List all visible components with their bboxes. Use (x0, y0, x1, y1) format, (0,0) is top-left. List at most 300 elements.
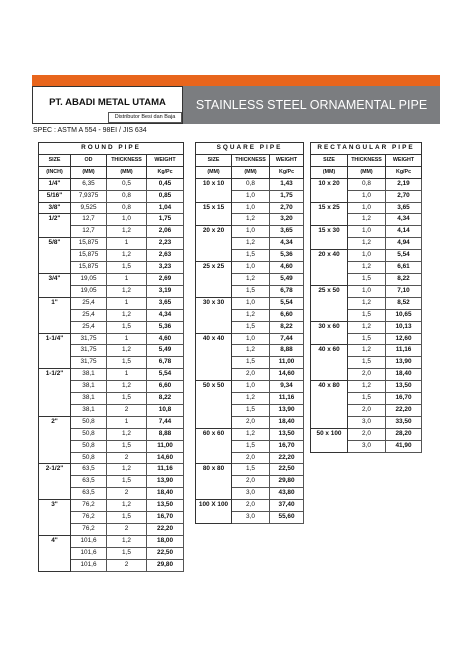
header-size-unit: (MM) (196, 166, 232, 178)
thickness-cell: 1 (107, 273, 147, 285)
size-cell (39, 285, 71, 297)
thickness-cell: 0,8 (107, 202, 147, 214)
spec-line: SPEC : ASTM A 554 - 98EI / JIS 634 (33, 127, 147, 134)
thickness-cell: 2,0 (232, 416, 270, 428)
page-title: STAINLESS STEEL ORNAMENTAL PIPE (183, 86, 440, 124)
table-row (196, 476, 304, 488)
table-row (196, 190, 304, 202)
thickness-cell: 1,2 (107, 285, 147, 297)
weight-cell: 22,50 (270, 464, 304, 476)
weight-cell: 3,23 (147, 262, 184, 274)
table-row (311, 381, 422, 393)
header-size-unit: (INCH) (39, 166, 71, 178)
size-cell (39, 476, 71, 488)
thickness-cell: 1,0 (232, 297, 270, 309)
thickness-cell: 1,0 (348, 250, 386, 262)
thickness-cell: 1,5 (348, 393, 386, 405)
weight-cell: 2,70 (386, 190, 422, 202)
weight-cell: 14,60 (147, 452, 184, 464)
company-tagline: Distributor Besi dan Baja (108, 112, 182, 123)
size-cell (196, 488, 232, 500)
size-cell: 1/4" (39, 178, 71, 190)
size-cell: 25 x 25 (196, 262, 232, 274)
size-cell (39, 488, 71, 500)
weight-cell: 6,60 (147, 381, 184, 393)
weight-cell: 13,90 (270, 404, 304, 416)
size-cell: 20 x 20 (196, 226, 232, 238)
size-cell (196, 345, 232, 357)
weight-cell: 3,65 (147, 297, 184, 309)
weight-cell: 4,60 (270, 262, 304, 274)
thickness-cell: 1,5 (107, 440, 147, 452)
thickness-cell: 2 (107, 404, 147, 416)
size-cell (311, 440, 348, 452)
size-cell (39, 404, 71, 416)
size-cell (39, 381, 71, 393)
table-row (311, 273, 422, 285)
company-box (32, 86, 183, 124)
size-cell (39, 393, 71, 405)
header-weight: WEIGHT (270, 154, 304, 166)
table-row (39, 273, 184, 285)
header-size: SIZE (311, 154, 348, 166)
od-cell: 63,5 (71, 488, 107, 500)
weight-cell: 4,94 (386, 238, 422, 250)
size-cell (311, 273, 348, 285)
size-cell: 60 x 60 (196, 428, 232, 440)
weight-cell: 28,20 (386, 428, 422, 440)
header-weight: WEIGHT (147, 154, 184, 166)
thickness-cell: 2 (107, 559, 147, 571)
size-cell: 80 x 80 (196, 464, 232, 476)
thickness-cell: 1,5 (348, 357, 386, 369)
size-cell: 25 x 50 (311, 285, 348, 297)
table-row (311, 369, 422, 381)
table-row (196, 285, 304, 297)
table-row (39, 202, 184, 214)
od-cell: 101,6 (71, 547, 107, 559)
size-cell: 40 x 80 (311, 381, 348, 393)
rectangular-pipe-table (310, 142, 422, 453)
size-cell (311, 416, 348, 428)
weight-cell: 7,44 (270, 333, 304, 345)
weight-cell: 5,36 (270, 250, 304, 262)
table-row (196, 440, 304, 452)
size-cell: 10 x 20 (311, 178, 348, 190)
table-row (39, 238, 184, 250)
header-thickness-unit: (MM) (232, 166, 270, 178)
weight-cell: 2,69 (147, 273, 184, 285)
weight-cell: 11,16 (270, 393, 304, 405)
size-cell: 100 X 100 (196, 500, 232, 512)
od-cell: 63,5 (71, 464, 107, 476)
header-weight-unit: Kg/Pc (270, 166, 304, 178)
weight-cell: 3,19 (147, 285, 184, 297)
header-weight-unit: Kg/Pc (386, 166, 422, 178)
od-cell: 19,05 (71, 273, 107, 285)
thickness-cell: 1,5 (107, 512, 147, 524)
weight-cell: 13,50 (147, 500, 184, 512)
size-cell (39, 321, 71, 333)
thickness-cell: 3,0 (348, 416, 386, 428)
thickness-cell: 2,0 (232, 369, 270, 381)
weight-cell: 12,60 (386, 333, 422, 345)
table-row (311, 297, 422, 309)
weight-cell: 2,70 (270, 202, 304, 214)
table-row (39, 297, 184, 309)
weight-cell: 4,34 (147, 309, 184, 321)
thickness-cell: 1,5 (348, 333, 386, 345)
weight-cell: 5,54 (386, 250, 422, 262)
table-row (39, 476, 184, 488)
weight-cell: 18,00 (147, 535, 184, 547)
table-row (39, 309, 184, 321)
thickness-cell: 1,5 (232, 321, 270, 333)
weight-cell: 7,44 (147, 416, 184, 428)
size-cell: 15 x 25 (311, 202, 348, 214)
weight-cell: 6,78 (147, 357, 184, 369)
od-cell: 50,8 (71, 428, 107, 440)
weight-cell: 8,22 (386, 273, 422, 285)
od-cell: 50,8 (71, 416, 107, 428)
table-row (39, 190, 184, 202)
thickness-cell: 2,0 (348, 369, 386, 381)
table-row (39, 250, 184, 262)
weight-cell: 4,60 (147, 333, 184, 345)
size-cell: 1-1/4" (39, 333, 71, 345)
table-row (196, 357, 304, 369)
size-cell (39, 428, 71, 440)
od-cell: 31,75 (71, 357, 107, 369)
table-row (311, 202, 422, 214)
weight-cell: 10,65 (386, 309, 422, 321)
thickness-cell: 2,0 (348, 428, 386, 440)
thickness-cell: 1,2 (107, 309, 147, 321)
table-row (311, 416, 422, 428)
weight-cell: 1,43 (270, 178, 304, 190)
od-cell: 50,8 (71, 452, 107, 464)
weight-cell: 4,34 (270, 238, 304, 250)
header-thickness: THICKNESS (348, 154, 386, 166)
od-cell: 38,1 (71, 369, 107, 381)
table-row (39, 404, 184, 416)
table-row (311, 404, 422, 416)
table-row (196, 238, 304, 250)
table-row (39, 464, 184, 476)
table-row (311, 238, 422, 250)
weight-cell: 37,40 (270, 500, 304, 512)
table-row (39, 381, 184, 393)
table-row (311, 285, 422, 297)
weight-cell: 3,65 (270, 226, 304, 238)
size-cell (311, 214, 348, 226)
header-size: SIZE (39, 154, 71, 166)
table-row (196, 488, 304, 500)
size-cell (196, 250, 232, 262)
thickness-cell: 1 (107, 369, 147, 381)
table-row (39, 428, 184, 440)
thickness-cell: 1 (107, 238, 147, 250)
weight-cell: 16,70 (270, 440, 304, 452)
size-cell (39, 250, 71, 262)
size-cell: 15 x 15 (196, 202, 232, 214)
size-cell (196, 309, 232, 321)
od-cell: 15,875 (71, 250, 107, 262)
weight-cell: 10,8 (147, 404, 184, 416)
table-row (311, 393, 422, 405)
table-row (196, 214, 304, 226)
thickness-cell: 1,2 (232, 309, 270, 321)
table-row (39, 178, 184, 190)
thickness-cell: 1,5 (348, 273, 386, 285)
table-row (311, 345, 422, 357)
thickness-cell: 0,8 (232, 178, 270, 190)
thickness-cell: 3,0 (348, 440, 386, 452)
table-row (311, 428, 422, 440)
weight-cell: 6,61 (386, 262, 422, 274)
thickness-cell: 2,0 (232, 500, 270, 512)
thickness-cell: 1,0 (232, 333, 270, 345)
table-row (39, 357, 184, 369)
od-cell: 31,75 (71, 345, 107, 357)
size-cell (39, 524, 71, 536)
header-thickness-unit: (MM) (348, 166, 386, 178)
size-cell (39, 512, 71, 524)
weight-cell: 13,90 (147, 476, 184, 488)
size-cell: 1/2" (39, 214, 71, 226)
weight-cell: 2,06 (147, 226, 184, 238)
weight-cell: 7,10 (386, 285, 422, 297)
od-cell: 101,6 (71, 559, 107, 571)
thickness-cell: 1,0 (232, 202, 270, 214)
od-cell: 15,875 (71, 238, 107, 250)
od-cell: 76,2 (71, 512, 107, 524)
weight-cell: 18,40 (270, 416, 304, 428)
weight-cell: 13,90 (386, 357, 422, 369)
table-row (311, 226, 422, 238)
weight-cell: 22,20 (270, 452, 304, 464)
weight-cell: 22,50 (147, 547, 184, 559)
size-cell: 3/8" (39, 202, 71, 214)
table-row (196, 416, 304, 428)
thickness-cell: 1,2 (348, 214, 386, 226)
table-row (196, 262, 304, 274)
size-cell (311, 190, 348, 202)
thickness-cell: 2,0 (232, 476, 270, 488)
size-cell: 10 x 10 (196, 178, 232, 190)
size-cell: 30 x 60 (311, 321, 348, 333)
size-cell: 1-1/2" (39, 369, 71, 381)
size-cell: 5/16" (39, 190, 71, 202)
table-row (196, 178, 304, 190)
thickness-cell: 1,2 (232, 214, 270, 226)
thickness-cell: 1,2 (348, 262, 386, 274)
size-cell (196, 214, 232, 226)
table-row (311, 178, 422, 190)
weight-cell: 16,70 (147, 512, 184, 524)
weight-cell: 2,23 (147, 238, 184, 250)
size-cell (196, 238, 232, 250)
square-pipe-title: SQUARE PIPE (196, 143, 304, 155)
table-row (39, 452, 184, 464)
table-row (311, 190, 422, 202)
table-row (39, 488, 184, 500)
size-cell: 40 x 40 (196, 333, 232, 345)
thickness-cell: 1,2 (232, 393, 270, 405)
table-row (196, 333, 304, 345)
weight-cell: 0,85 (147, 190, 184, 202)
weight-cell: 41,90 (386, 440, 422, 452)
table-row (39, 500, 184, 512)
weight-cell: 11,16 (386, 345, 422, 357)
thickness-cell: 1,2 (107, 226, 147, 238)
size-cell (39, 559, 71, 571)
weight-cell: 55,60 (270, 512, 304, 524)
header-od-unit: (MM) (71, 166, 107, 178)
thickness-cell: 1,0 (107, 214, 147, 226)
size-cell: 50 x 50 (196, 381, 232, 393)
thickness-cell: 1,2 (232, 345, 270, 357)
weight-cell: 11,16 (147, 464, 184, 476)
size-cell: 2-1/2" (39, 464, 71, 476)
size-cell: 3/4" (39, 273, 71, 285)
weight-cell: 5,36 (147, 321, 184, 333)
size-cell (196, 512, 232, 524)
size-cell (39, 452, 71, 464)
size-cell (39, 357, 71, 369)
size-cell (196, 321, 232, 333)
weight-cell: 1,04 (147, 202, 184, 214)
table-row (39, 369, 184, 381)
weight-cell: 4,34 (386, 214, 422, 226)
size-cell: 1" (39, 297, 71, 309)
table-row (39, 393, 184, 405)
table-row (39, 321, 184, 333)
table-row (311, 321, 422, 333)
size-cell (196, 440, 232, 452)
thickness-cell: 1,0 (348, 285, 386, 297)
table-row (39, 512, 184, 524)
thickness-cell: 2,0 (232, 452, 270, 464)
table-row (196, 452, 304, 464)
thickness-cell: 1,2 (107, 345, 147, 357)
thickness-cell: 1,0 (348, 226, 386, 238)
weight-cell: 2,19 (386, 178, 422, 190)
table-row (39, 547, 184, 559)
table-row (39, 416, 184, 428)
od-cell: 25,4 (71, 321, 107, 333)
table-row (39, 214, 184, 226)
thickness-cell: 1,2 (348, 297, 386, 309)
header-thickness: THICKNESS (232, 154, 270, 166)
thickness-cell: 2 (107, 452, 147, 464)
weight-cell: 43,80 (270, 488, 304, 500)
table-row (196, 321, 304, 333)
thickness-cell: 1,5 (107, 393, 147, 405)
weight-cell: 18,40 (386, 369, 422, 381)
thickness-cell: 3,0 (232, 488, 270, 500)
size-cell: 20 x 40 (311, 250, 348, 262)
size-cell: 2" (39, 416, 71, 428)
size-cell (311, 262, 348, 274)
table-row (196, 500, 304, 512)
table-row (39, 333, 184, 345)
thickness-cell: 2 (107, 524, 147, 536)
weight-cell: 5,49 (270, 273, 304, 285)
size-cell (196, 416, 232, 428)
weight-cell: 2,63 (147, 250, 184, 262)
thickness-cell: 0,8 (348, 178, 386, 190)
thickness-cell: 1 (107, 297, 147, 309)
thickness-cell: 1,5 (107, 321, 147, 333)
od-cell: 12,7 (71, 214, 107, 226)
weight-cell: 3,20 (270, 214, 304, 226)
table-row (311, 309, 422, 321)
table-row (196, 512, 304, 524)
thickness-cell: 1,5 (232, 440, 270, 452)
size-cell (196, 285, 232, 297)
thickness-cell: 1,0 (232, 262, 270, 274)
table-row (311, 214, 422, 226)
thickness-cell: 1,0 (232, 381, 270, 393)
od-cell: 38,1 (71, 381, 107, 393)
od-cell: 12,7 (71, 226, 107, 238)
table-row (196, 428, 304, 440)
od-cell: 63,5 (71, 476, 107, 488)
weight-cell: 8,88 (270, 345, 304, 357)
weight-cell: 5,54 (147, 369, 184, 381)
thickness-cell: 1,2 (232, 273, 270, 285)
weight-cell: 29,80 (270, 476, 304, 488)
table-row (196, 393, 304, 405)
weight-cell: 16,70 (386, 393, 422, 405)
round-pipe-title: ROUND PIPE (39, 143, 184, 155)
weight-cell: 11,00 (147, 440, 184, 452)
thickness-cell: 1,5 (107, 262, 147, 274)
weight-cell: 1,75 (147, 214, 184, 226)
thickness-cell: 1,2 (232, 238, 270, 250)
table-row (196, 369, 304, 381)
size-cell (39, 226, 71, 238)
thickness-cell: 2 (107, 488, 147, 500)
header-weight-unit: Kg/Pc (147, 166, 184, 178)
size-cell (39, 345, 71, 357)
table-row (196, 404, 304, 416)
weight-cell: 6,60 (270, 309, 304, 321)
table-row (311, 333, 422, 345)
size-cell (311, 369, 348, 381)
weight-cell: 5,49 (147, 345, 184, 357)
size-cell (39, 309, 71, 321)
thickness-cell: 1,2 (107, 535, 147, 547)
thickness-cell: 0,8 (107, 190, 147, 202)
thickness-cell: 1,5 (107, 547, 147, 559)
size-cell (311, 357, 348, 369)
size-cell (196, 404, 232, 416)
weight-cell: 22,20 (386, 404, 422, 416)
thickness-cell: 1,0 (348, 190, 386, 202)
od-cell: 38,1 (71, 393, 107, 405)
size-cell (196, 393, 232, 405)
size-cell (311, 404, 348, 416)
header-weight: WEIGHT (386, 154, 422, 166)
thickness-cell: 1,5 (107, 357, 147, 369)
size-cell (311, 333, 348, 345)
header-od: OD (71, 154, 107, 166)
weight-cell: 8,22 (270, 321, 304, 333)
od-cell: 50,8 (71, 440, 107, 452)
size-cell: 3" (39, 500, 71, 512)
